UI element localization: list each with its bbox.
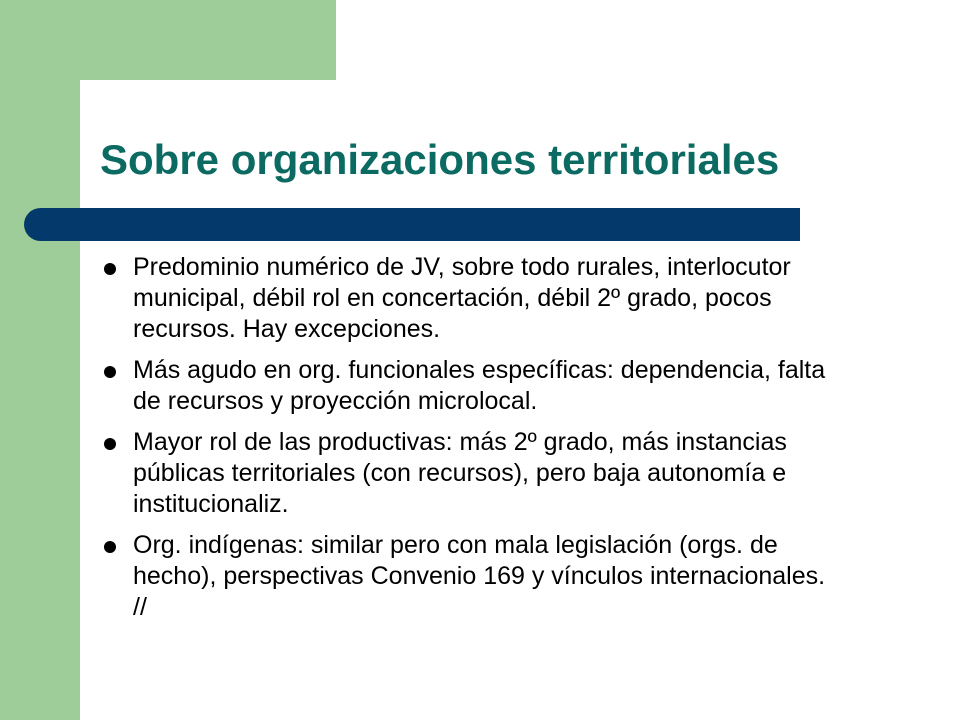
bullet-item <box>104 355 844 417</box>
green-side-panel <box>0 0 80 720</box>
slide-title: Sobre organizaciones territoriales <box>100 136 780 183</box>
bullet-dot-icon <box>104 366 116 378</box>
bullet-dot-icon <box>104 541 116 553</box>
green-top-tab <box>0 0 336 80</box>
bullet-item <box>104 427 844 520</box>
bullet-dot-icon <box>104 438 116 450</box>
bullet-item <box>104 530 844 623</box>
bullet-list <box>104 252 844 633</box>
title-underline-bar <box>24 208 800 241</box>
bullet-text: Predominio numérico de JV, sobre todo rurales, interlocutor municipal, débil rol en concertación, débil 2º grado, pocos recursos. Hay excepciones. <box>133 253 791 343</box>
bullet-dot-icon <box>104 263 116 275</box>
bullet-text: Org. indígenas: similar pero con mala legislación (orgs. de hecho), perspectivas Convenio 169 y vínculos internacionales. // <box>133 531 826 621</box>
bullet-text: Mayor rol de las productivas: más 2º grado, más instancias públicas territoriales (con recursos), pero baja autonomía e institucionaliz. <box>133 428 787 518</box>
bullet-item <box>104 252 844 345</box>
bullet-text: Más agudo en org. funcionales específicas: dependencia, falta de recursos y proyección microlocal. <box>133 356 826 415</box>
